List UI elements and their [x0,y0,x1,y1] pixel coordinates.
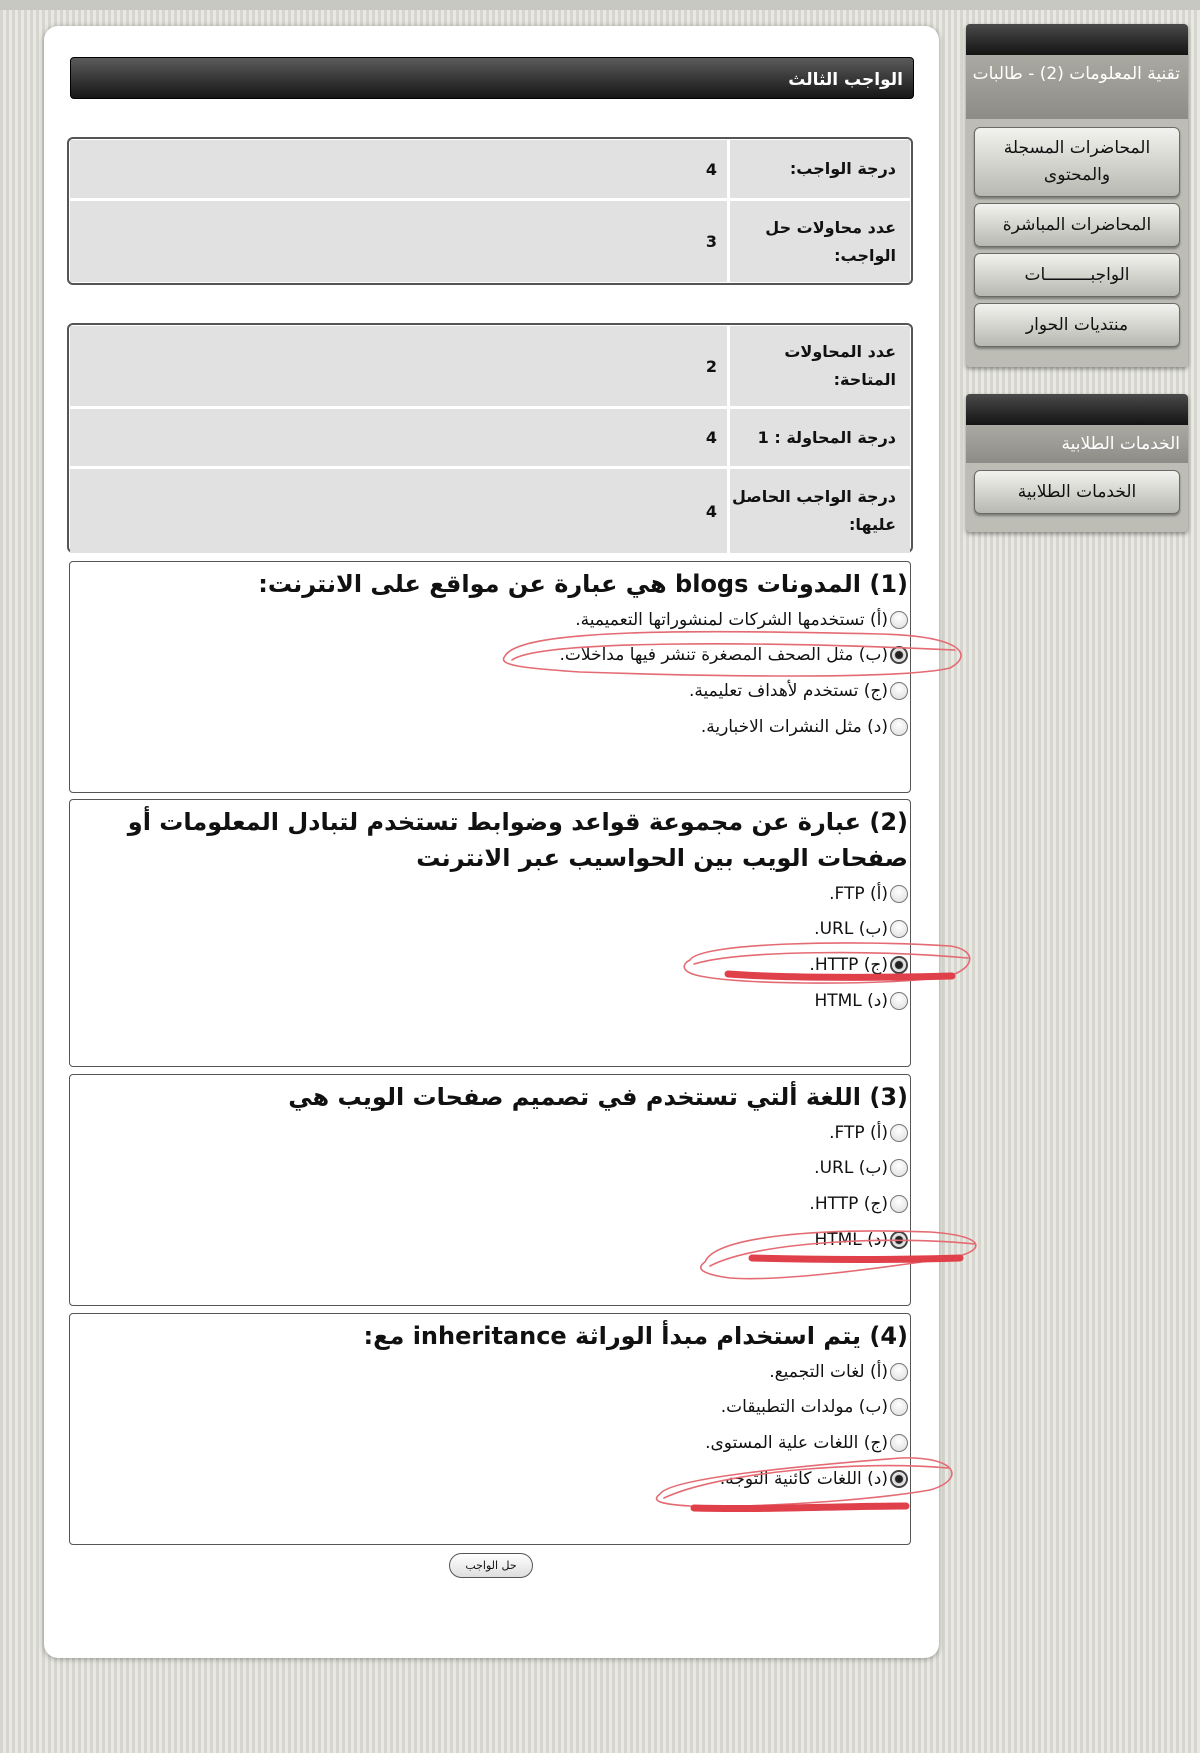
option-label: (ب) مثل الصحف المصغرة تنشر فيها مداخلات. [559,645,888,666]
option-row[interactable] [80,1222,908,1258]
option-row[interactable] [80,1390,908,1426]
option-row[interactable] [80,1425,908,1461]
radio-button[interactable] [890,718,908,736]
student-services-box [966,394,1188,532]
option-row[interactable] [80,602,908,638]
course-menu-box [966,24,1188,367]
question-1 [69,561,911,793]
sidebox-header [966,24,1188,55]
option-row[interactable] [80,1115,908,1151]
info-value: 4 [70,469,727,553]
radio-button[interactable] [890,611,908,629]
option-label: (ج) HTTP. [809,1193,888,1214]
option-row[interactable] [80,673,908,709]
course-title: تقنية المعلومات (2) - طالبات [966,55,1188,119]
info-row-homework-grade [70,140,910,201]
radio-button[interactable] [890,1195,908,1213]
radio-button[interactable] [890,1159,908,1177]
option-row[interactable] [80,983,908,1019]
sidebox-header [966,394,1188,425]
menu-live-lectures[interactable]: المحاضرات المباشرة [974,203,1180,247]
services-title: الخدمات الطلابية [966,425,1188,463]
radio-button[interactable] [890,920,908,938]
homework-info-table [67,137,913,285]
question-3 [69,1074,911,1306]
option-label: (د) اللغات كائنية التوجه. [719,1468,888,1489]
radio-button[interactable] [890,1470,908,1488]
option-row[interactable] [80,947,908,983]
menu-forums[interactable]: منتديات الحوار [974,303,1180,347]
option-label: (ب) URL. [814,1158,888,1179]
option-row[interactable] [80,876,908,912]
option-label: (ب) URL. [814,919,888,940]
question-2 [69,799,911,1067]
attempt-info-table [67,323,913,553]
radio-button[interactable] [890,1124,908,1142]
option-label: (ب) مولدات التطبيقات. [720,1397,888,1418]
info-label: عدد المحاولات المتاحة: [727,326,910,406]
info-value: 4 [70,140,727,198]
question-4 [69,1313,911,1545]
radio-button[interactable] [890,1434,908,1452]
info-row-available-attempts [70,326,910,409]
option-label: (ج) اللغات علية المستوى. [705,1432,888,1453]
option-row[interactable] [80,1461,908,1497]
radio-button[interactable] [890,956,908,974]
page-title: الواجب الثالث [70,57,914,99]
question-title: (2) عبارة عن مجموعة قواعد وضوابط تستخدم لتبادل المعلومات أو صفحات الويب بين الحواسيب عبر الانترنت [127,808,908,872]
option-label: (أ) لغات التجميع. [769,1361,888,1382]
radio-button[interactable] [890,682,908,700]
info-value: 2 [70,326,727,406]
option-label: (د) HTML [814,1229,888,1250]
radio-button[interactable] [890,992,908,1010]
option-label: (ج) تستخدم لأهداف تعليمية. [689,680,888,701]
option-row[interactable] [80,1186,908,1222]
info-value: 4 [70,409,727,466]
option-label: (د) HTML [814,990,888,1011]
main-panel [44,26,939,1658]
info-label: درجة المحاولة : 1 [727,409,910,466]
question-title: (4) يتم استخدام مبدأ الوراثة inheritance مع: [363,1322,908,1350]
info-label: عدد محاولات حل الواجب: [727,201,910,282]
radio-button[interactable] [890,1363,908,1381]
info-row-obtained-grade [70,469,910,553]
radio-button[interactable] [890,646,908,664]
option-label: (أ) FTP. [829,883,888,904]
menu-homework[interactable]: الواجبـــــــــات [974,253,1180,297]
option-row[interactable] [80,709,908,745]
option-row[interactable] [80,1354,908,1390]
option-row[interactable] [80,912,908,948]
option-row[interactable] [80,638,908,674]
option-label: (ج) HTTP. [809,954,888,975]
info-value: 3 [70,201,727,282]
info-label: درجة الواجب الحاصل عليها: [727,469,910,553]
menu-recorded-lectures[interactable]: المحاضرات المسجلة والمحتوى [974,127,1180,197]
question-title: (1) المدونات blogs هي عبارة عن مواقع على الانترنت: [258,570,908,598]
top-band [0,0,1200,10]
option-label: (د) مثل النشرات الاخبارية. [700,716,888,737]
radio-button[interactable] [890,1231,908,1249]
question-title: (3) اللغة ألتي تستخدم في تصميم صفحات الويب هي [288,1083,908,1111]
submit-homework-button[interactable]: حل الواجب [449,1553,533,1578]
info-row-attempt-grade [70,409,910,469]
info-label: درجة الواجب: [727,140,910,198]
option-label: (أ) تستخدمها الشركات لمنشوراتها التعميمية. [575,609,888,630]
radio-button[interactable] [890,1398,908,1416]
option-label: (أ) FTP. [829,1122,888,1143]
info-row-attempts-count [70,201,910,282]
option-row[interactable] [80,1151,908,1187]
radio-button[interactable] [890,885,908,903]
student-services-button[interactable]: الخدمات الطلابية [974,470,1180,514]
